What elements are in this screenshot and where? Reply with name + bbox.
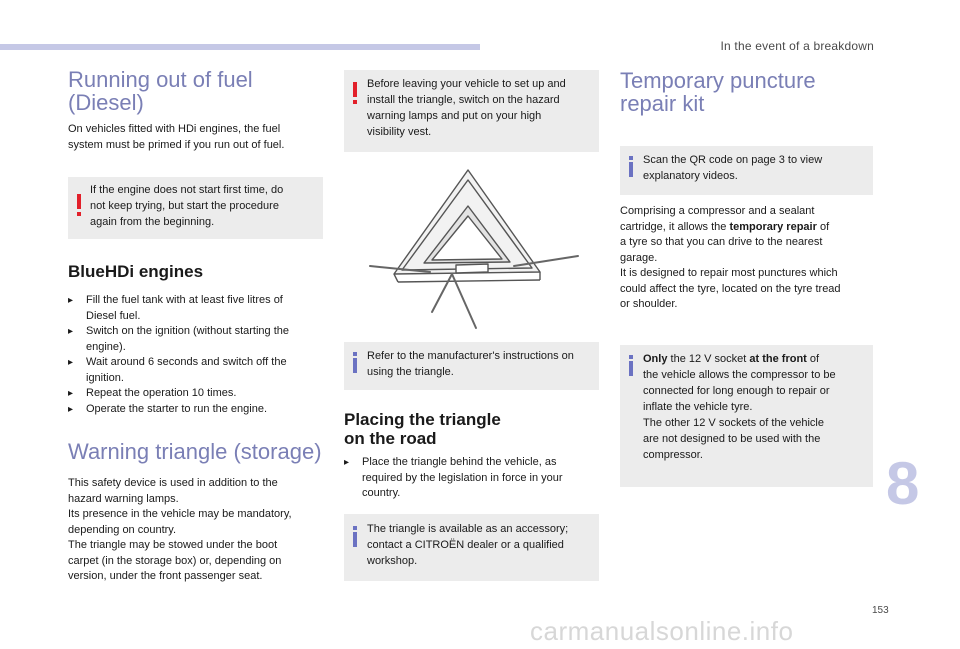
storage-line: Its presence in the vehicle may be mandatory,: [68, 508, 292, 520]
info-box-socket: [620, 345, 873, 487]
page-number: 153: [872, 605, 889, 616]
kit-title-line1: Temporary puncture: [620, 68, 816, 93]
kit-title-line2: repair kit: [620, 91, 705, 116]
storage-line: version, under the front passenger seat.: [68, 570, 263, 582]
header-bar: [0, 44, 480, 50]
arrow-icon: ▸: [68, 403, 74, 415]
watermark: carmanualsonline.info: [530, 616, 794, 646]
list-item: ▸ Repeat the operation 10 times.: [68, 386, 323, 402]
list-item: ▸ Fill the fuel tank with at least five litres of Diesel fuel.: [68, 294, 283, 322]
storage-line: carpet (in the storage box) or, depending on: [68, 554, 282, 567]
chapter-number: 8: [886, 450, 920, 517]
warning-line: install the triangle, switch on the hazard: [367, 94, 560, 106]
socket-line: connected for long enough to repair or: [643, 385, 830, 397]
arrow-icon: ▸: [68, 295, 74, 306]
kit-desc-line: or shoulder.: [620, 298, 678, 310]
list-item: ▸ Wait around 6 seconds and switch off the ignition.: [68, 356, 287, 384]
warning-line2: not keep trying, but start the procedure: [90, 200, 279, 212]
placing-steps: [344, 455, 599, 502]
kit-desc-line: a tyre so that you can drive to the nearest: [620, 236, 823, 248]
warning-line: visibility vest.: [367, 126, 432, 138]
info-line: contact a CITROËN dealer or a qualified: [367, 539, 564, 551]
kit-desc-line: Comprising a compressor and a sealant: [620, 205, 815, 217]
warning-line: warning lamps and put on your high: [367, 110, 542, 122]
qr-line2: explanatory videos.: [643, 170, 738, 182]
arrow-icon: ▸: [68, 326, 74, 337]
info-line1: Refer to the manufacturer's instructions on: [367, 350, 574, 362]
info-box-instructions: [344, 342, 599, 390]
kit-desc-line: cartridge, it allows the temporary repair of: [620, 220, 830, 233]
placing-title-line2: on the road: [344, 429, 437, 448]
arrow-icon: ▸: [68, 357, 74, 368]
kit-desc-line: garage.: [620, 251, 658, 264]
warning-line1: If the engine does not start first time, do: [90, 184, 284, 196]
storage-line: This safety device is used in addition to the: [68, 477, 278, 489]
kit-desc-line: could affect the tyre, located on the tyre tread: [620, 282, 841, 295]
socket-line: The other 12 V sockets of the vehicle: [643, 417, 824, 429]
info-line2: using the triangle.: [367, 366, 454, 378]
storage-line: The triangle may be stowed under the boot: [68, 539, 278, 551]
section-label: In the event of a breakdown: [720, 39, 874, 53]
arrow-icon: ▸: [68, 388, 74, 399]
bluehdi-steps: [68, 293, 323, 417]
warning-line3: again from the beginning.: [90, 216, 215, 228]
triangle-storage-title: Warning triangle (storage): [68, 439, 322, 464]
socket-line: the vehicle allows the compressor to be: [643, 369, 836, 381]
info-line: The triangle is available as an accessory;: [367, 523, 569, 535]
warning-box-triangle: [344, 70, 599, 152]
warning-triangle-illustration: [364, 162, 584, 334]
fuel-title-line1: Running out of fuel: [68, 67, 253, 92]
arrow-icon: ▸: [344, 457, 350, 468]
qr-line1: Scan the QR code on page 3 to view: [643, 154, 823, 166]
info-box-qr: [620, 146, 873, 195]
list-item: ▸ Switch on the ignition (without starting the engine).: [68, 325, 290, 353]
socket-line: Only the 12 V socket at the front of: [643, 353, 820, 365]
socket-line: compressor.: [643, 449, 703, 461]
placing-title-line1: Placing the triangle: [344, 410, 501, 429]
fuel-intro-line1: On vehicles fitted with HDi engines, the fuel: [68, 123, 281, 135]
socket-line: inflate the vehicle tyre.: [643, 401, 753, 413]
info-line: workshop.: [367, 555, 418, 567]
fuel-title-line2: (Diesel): [68, 90, 144, 115]
socket-line: are not designed to be used with the: [643, 433, 821, 445]
list-item: ▸ Place the triangle behind the vehicle, as required by the legislation in force in your country.: [344, 456, 563, 499]
fuel-intro-line2: system must be primed if you run out of fuel.: [68, 139, 285, 151]
warning-line: Before leaving your vehicle to set up and: [367, 78, 566, 90]
warning-box-engine: [68, 177, 323, 239]
storage-line: depending on country.: [68, 523, 177, 536]
kit-desc-line: It is designed to repair most punctures which: [620, 267, 838, 279]
bluehdi-title: BlueHDi engines: [68, 262, 204, 281]
list-item: ▸ Operate the starter to run the engine.: [68, 402, 323, 418]
storage-line: hazard warning lamps.: [68, 492, 179, 505]
info-box-accessory: [344, 514, 599, 581]
